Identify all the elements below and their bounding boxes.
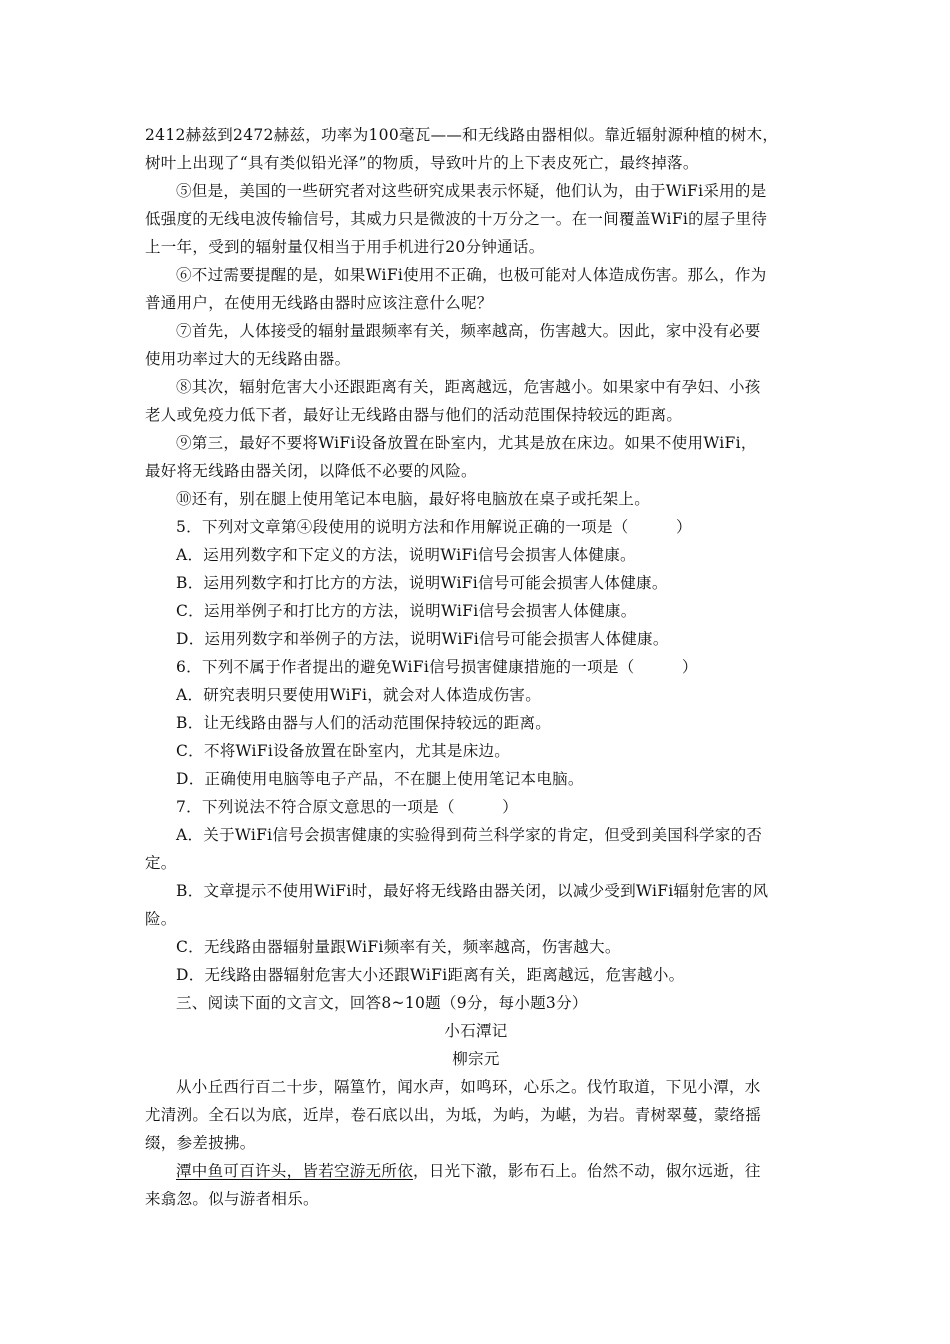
document-page: [145, 121, 807, 1213]
paragraph-sec3-line-1: 三、阅读下面的文言文，回答8~10题（9分，每小题3分）: [176, 994, 588, 1012]
classical-para2-rest: ，日光下澈，影布石上。佁然不动，俶尔远逝，往: [413, 1162, 761, 1180]
paragraph-q7d-line-1: D．无线路由器辐射危害大小还跟WiFi距离有关，距离越远，危害越小。: [176, 966, 685, 984]
paragraph-q7b-line-1: B．文章提示不使用WiFi时，最好将无线路由器关闭，以减少受到WiFi辐射危害的风: [176, 882, 769, 900]
paragraph-q6b-line-1: B．让无线路由器与人们的活动范围保持较远的距离。: [176, 714, 552, 732]
paragraph-p7-line-1: ⑦首先，人体接受的辐射量跟频率有关，频率越高，伤害越大。因此，家中没有必要: [176, 322, 761, 340]
classical-para2-line2: 来翕忽。似与游者相乐。: [145, 1190, 319, 1208]
paragraph-p9-line-2: 最好将无线路由器关闭，以降低不必要的风险。: [145, 462, 477, 480]
classical-author: 柳宗元: [452, 1050, 500, 1068]
paragraph-q6a-line-1: A．研究表明只要使用WiFi，就会对人体造成伤害。: [176, 686, 542, 704]
paragraph-q5d-line-1: D．运用列数字和举例子的方法，说明WiFi信号可能会损害人体健康。: [176, 630, 669, 648]
paragraph-p4-cont-line-1: 2412赫兹到2472赫兹，功率为100毫瓦——和无线路由器相似。靠近辐射源种植的树木，: [145, 126, 779, 144]
paragraph-p8-line-2: 老人或免疫力低下者，最好让无线路由器与他们的活动范围保持较远的距离。: [145, 406, 683, 424]
paragraph-q6d-line-1: D．正确使用电脑等电子产品，不在腿上使用笔记本电脑。: [176, 770, 584, 788]
paragraph-q6-line-1: 6．下列不属于作者提出的避免WiFi信号损害健康措施的一项是（ ）: [176, 658, 698, 676]
paragraph-p7-line-2: 使用功率过大的无线路由器。: [145, 350, 351, 368]
paragraph-q7a-line-2: 定。: [145, 854, 177, 872]
paragraph-p5-line-2: 低强度的无线电波传输信号，其威力只是微波的十万分之一。在一间覆盖WiFi的屋子里待: [145, 210, 768, 228]
paragraph-p10-line-1: ⑩还有，别在腿上使用笔记本电脑，最好将电脑放在桌子或托架上。: [176, 490, 651, 508]
paragraph-p5-line-1: ⑤但是，美国的一些研究者对这些研究成果表示怀疑，他们认为，由于WiFi采用的是: [176, 182, 767, 200]
paragraph-p8-line-1: ⑧其次，辐射危害大小还跟距离有关，距离越远，危害越小。如果家中有孕妇、小孩: [176, 378, 761, 396]
paragraph-p6-line-2: 普通用户，在使用无线路由器时应该注意什么呢？: [145, 294, 493, 312]
paragraph-p4-cont-line-2: 树叶上出现了“具有类似铅光泽”的物质，导致叶片的上下表皮死亡，最终掉落。: [145, 154, 699, 172]
classical-para1-line3: 缀，参差披拂。: [145, 1134, 256, 1152]
paragraph-q7-line-1: 7．下列说法不符合原文意思的一项是（ ）: [176, 798, 518, 816]
paragraph-q5-line-1: 5．下列对文章第④段使用的说明方法和作用解说正确的一项是（ ）: [176, 518, 692, 536]
paragraph-q7b-line-2: 险。: [145, 910, 177, 928]
paragraph-q6c-line-1: C．不将WiFi设备放置在卧室内，尤其是床边。: [176, 742, 511, 760]
underlined-sentence: 潭中鱼可百许头，皆若空游无所依: [176, 1162, 414, 1180]
classical-title: 小石潭记: [444, 1022, 508, 1040]
paragraph-p6-line-1: ⑥不过需要提醒的是，如果WiFi使用不正确，也极可能对人体造成伤害。那么，作为: [176, 266, 767, 284]
paragraph-q7c-line-1: C．无线路由器辐射量跟WiFi频率有关，频率越高，伤害越大。: [176, 938, 621, 956]
classical-para1-line1: 从小丘西行百二十步，隔篁竹，闻水声，如鸣环，心乐之。伐竹取道，下见小潭，水: [176, 1078, 761, 1096]
paragraph-p9-line-1: ⑨第三，最好不要将WiFi设备放置在卧室内，尤其是放在床边。如果不使用WiFi，: [176, 434, 757, 452]
paragraph-q5b-line-1: B．运用列数字和打比方的方法，说明WiFi信号可能会损害人体健康。: [176, 574, 668, 592]
classical-para1-line2: 尤清洌。全石以为底，近岸，卷石底以出，为坻，为屿，为嵁，为岩。青树翠蔓，蒙络摇: [145, 1106, 762, 1124]
paragraph-q7a-line-1: A．关于WiFi信号会损害健康的实验得到荷兰科学家的肯定，但受到美国科学家的否: [176, 826, 763, 844]
paragraph-q5a-line-1: A．运用列数字和下定义的方法，说明WiFi信号会损害人体健康。: [176, 546, 636, 564]
classical-para2-line1: [145, 1157, 807, 1185]
paragraph-q5c-line-1: C．运用举例子和打比方的方法，说明WiFi信号会损害人体健康。: [176, 602, 637, 620]
paragraph-p5-line-3: 上一年，受到的辐射量仅相当于用手机进行20分钟通话。: [145, 238, 545, 256]
